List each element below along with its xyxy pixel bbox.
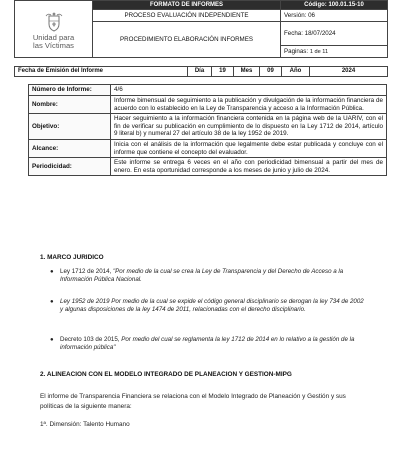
row-key: Nombre: — [29, 96, 111, 114]
emission-label: Fecha de Emisión del Informe — [15, 67, 188, 77]
table-row — [29, 139, 387, 157]
list-item — [50, 298, 368, 315]
row-key: Objetivo: — [29, 114, 111, 140]
row-value: Hacer seguimiento a la información financiera contenida en la página web de la UARIV, con el fin de verificar su publicación en cumplimiento de lo dispuesto en la Ley 1712 de 2014, artículo 9 literal b) y numeral 27 del artículo 38 de la ley 1952 de 2019. — [111, 114, 387, 140]
item-italic-text: "Por medio de la cual se crea la Ley de Transparencia y del Derecho de Acceso a la Información Pública Nacional. — [60, 268, 344, 284]
logo-text-line2: las Víctimas — [33, 40, 74, 50]
pages-cell — [281, 46, 388, 58]
dimension-line: 1ª. Dimensión: Talento Humano — [40, 421, 130, 428]
emission-date-row — [14, 66, 388, 77]
item-normal-text: Ley 1712 de 2014, — [60, 268, 113, 275]
pages-value: 1 de 11 — [309, 49, 329, 56]
form-code: Código: 100.01.15-10 — [281, 1, 387, 9]
table-row — [29, 85, 387, 96]
process-name: PROCESO EVALUACIÓN INDEPENDIENTE — [93, 10, 281, 22]
bullet-icon: ● — [50, 337, 54, 343]
bullet-icon: ● — [50, 269, 54, 275]
report-info-table — [28, 84, 387, 176]
list-item — [50, 336, 368, 353]
year-label: Año — [282, 67, 310, 77]
month-label: Mes — [234, 67, 260, 77]
row-key: Alcance: — [29, 139, 111, 157]
section-2-paragraph: El informe de Transparencia Financiera se relaciona con el Modelo Integrado de Planeación y Gestión y sus políticas de la siguiente manera: — [40, 393, 346, 410]
list-item — [50, 268, 368, 285]
item-italic-text: Por medio del cual se reglamenta la ley 1712 de 2014 en lo relativo a la gestión de la información pública" — [60, 336, 355, 352]
band-right-cell — [281, 1, 388, 10]
document-header — [14, 0, 388, 58]
procedure-name: PROCEDIMIENTO ELABORACIÓN INFORMES — [93, 21, 281, 57]
table-row — [29, 114, 387, 140]
year-value: 2024 — [310, 67, 388, 77]
section-1-title: 1. MARCO JURIDICO — [40, 254, 104, 261]
row-value: Inicia con el análisis de la información que legalmente debe estar publicada y concluye con el informe que contiene el concepto del evaluador. — [111, 139, 387, 157]
month-value: 09 — [260, 67, 282, 77]
row-key: Periodicidad: — [29, 158, 111, 176]
coat-of-arms-icon — [43, 11, 65, 33]
table-row — [29, 96, 387, 114]
row-value: Informe bimensual de seguimiento a la publicación y divulgación de la información financiera de acuerdo con lo establecido en la Ley de Transparencia y acceso a la Información Pública. — [111, 96, 387, 114]
day-label: Día — [188, 67, 212, 77]
row-key: Número de Informe: — [29, 85, 111, 96]
band-left-cell — [93, 1, 281, 10]
table-row — [29, 158, 387, 176]
day-value: 19 — [212, 67, 234, 77]
row-value: 4/6 — [111, 85, 387, 96]
bullet-icon: ● — [50, 299, 54, 305]
item-italic-text: Ley 1952 de 2019 Por medio de la cual se expide el código general disciplinario se derogan la ley 734 de 2002 y algunas disposiciones de la ley 1474 de 2011, relacionadas con el derecho disciplinario. — [60, 298, 364, 314]
row-value: Este informe se entrega 6 veces en el año con periodicidad bimensual a partir del mes de enero. En esta oportunidad corresponde a los meses de junio y julio de 2024. — [111, 158, 387, 176]
header-date: Fecha: 18/07/2024 — [281, 21, 388, 46]
logo-text-line1: Unidad para — [32, 32, 75, 42]
pages-label: Paginas: — [284, 48, 309, 56]
logo-cell — [15, 1, 93, 58]
section-2-title: 2. ALINEACION CON EL MODELO INTEGRADO DE PLANEACION Y GESTION-MIPG — [40, 371, 292, 378]
item-normal-text: Decreto 103 de 2015, — [60, 336, 122, 343]
form-title: FORMATO DE INFORMES — [93, 1, 280, 9]
version: Versión: 06 — [281, 10, 388, 22]
